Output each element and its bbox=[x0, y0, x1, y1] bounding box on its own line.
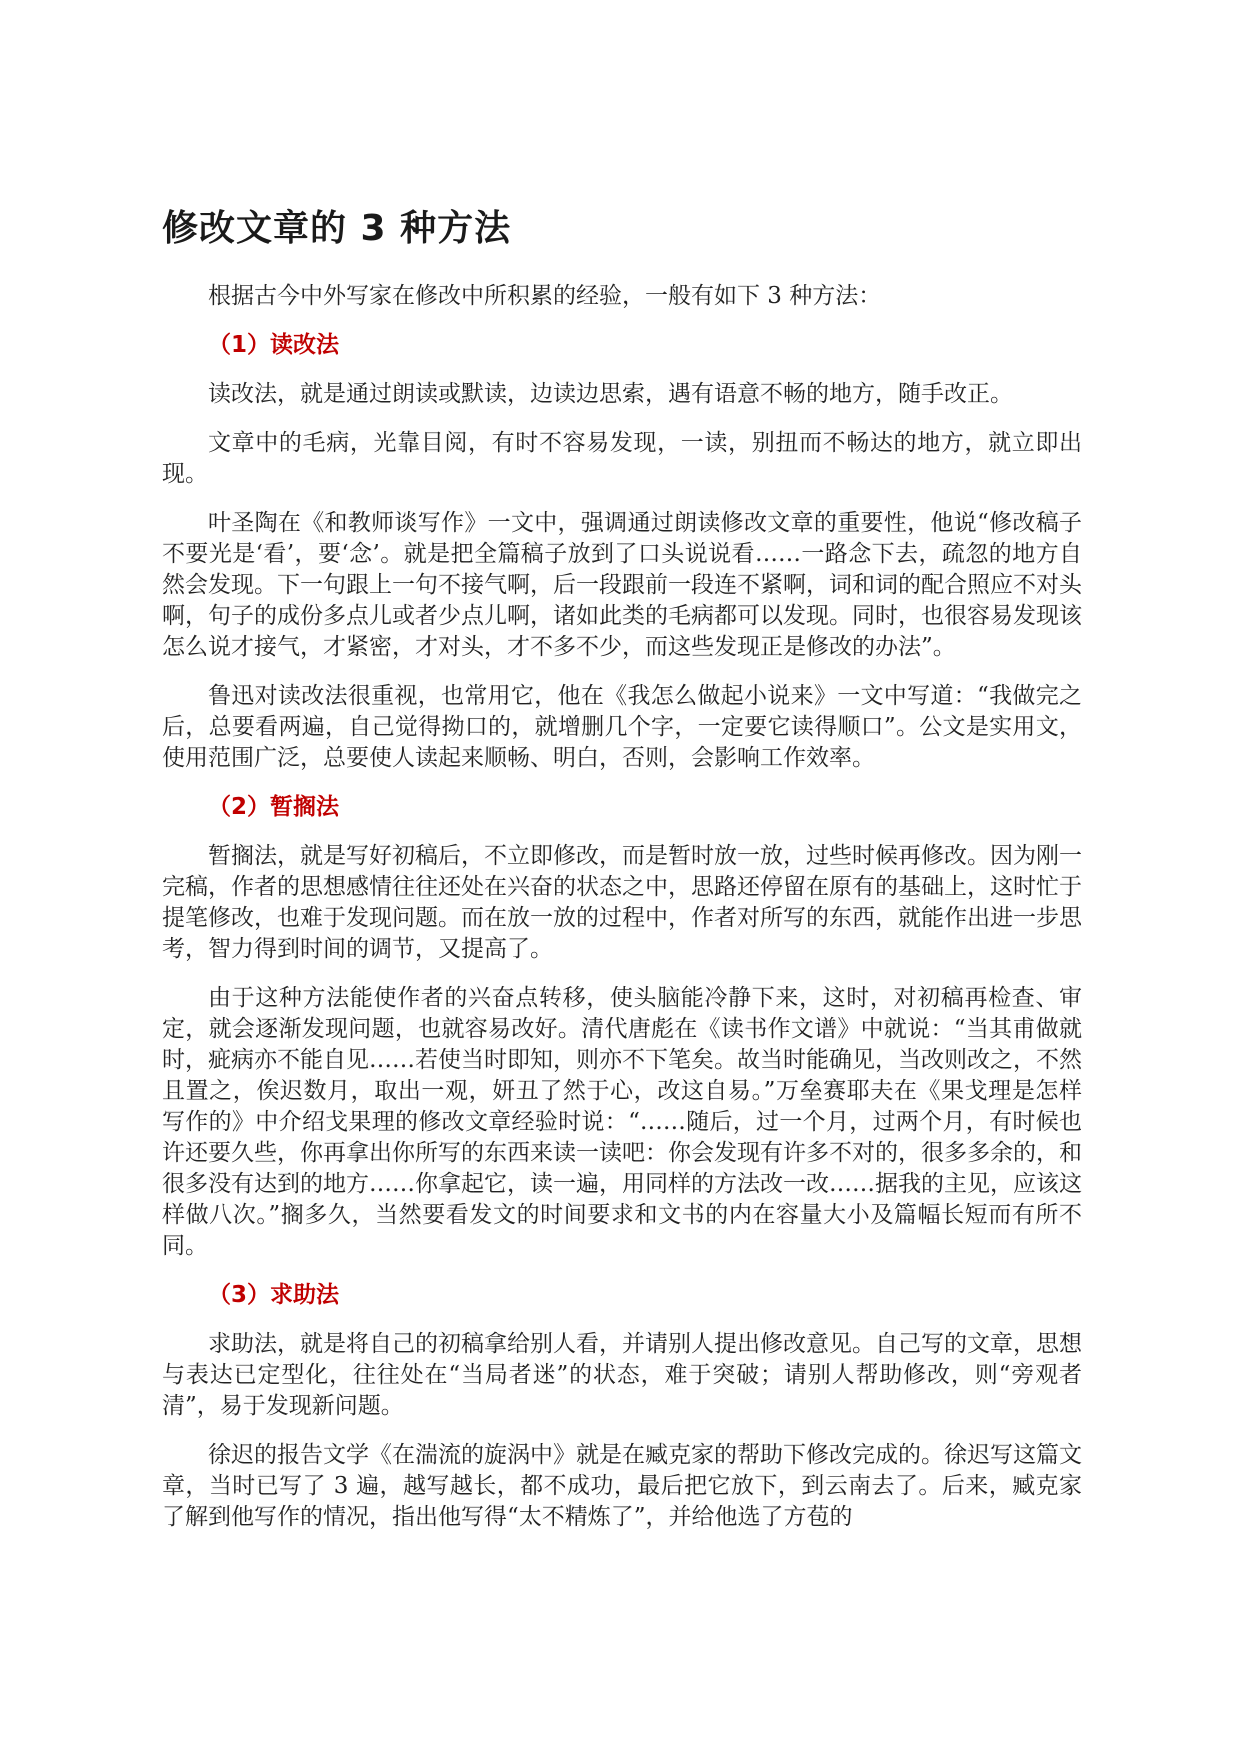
section-heading-read-revise: （1）读改法 bbox=[208, 332, 340, 358]
section-heading-seek-help: （3）求助法 bbox=[208, 1282, 340, 1308]
paragraph: 由于这种方法能使作者的兴奋点转移，使头脑能冷静下来，这时，对初稿再检查、审定，就会逐渐发现问题，也就容易改好。清代唐彪在《读书作文谱》中就说：“当其甫做就时，疵病亦不能自见……若使当时即知，则亦不下笔矣。故当时能确见，当改则改之，不然且置之，俟迟数月，取出一观，妍丑了然于心，改这自易。”万垒赛耶夫在《果戈理是怎样写作的》中介绍戈果理的修改文章经验时说：“……随后，过一个月，过两个月，有时候也许还要久些，你再拿出你所写的东西来读一读吧：你会发现有许多不对的，很多多余的，和很多没有达到的地方……你拿起它，读一遍，用同样的方法改一改……据我的主见，应该这样做八次。”搁多久，当然要看发文的时间要求和文书的内在容量大小及篇幅长短而有所不同。 bbox=[162, 985, 1082, 1259]
paragraph: 求助法，就是将自己的初稿拿给别人看，并请别人提出修改意见。自己写的文章，思想与表达已定型化，往往处在“当局者迷”的状态，难于突破；请别人帮助修改，则“旁观者清”，易于发现新问题。 bbox=[162, 1331, 1082, 1419]
paragraph: 叶圣陶在《和教师谈写作》一文中，强调通过朗读修改文章的重要性，他说“修改稿子不要光是‘看’，要‘念’。就是把全篇稿子放到了口头说说看……一路念下去，疏忽的地方自然会发现。下一句跟上一句不接气啊，后一段跟前一段连不紧啊，词和词的配合照应不对头啊，句子的成份多点儿或者少点儿啊，诸如此类的毛病都可以发现。同时，也很容易发现该怎么说才接气，才紧密，才对头，才不多不少，而这些发现正是修改的办法”。 bbox=[162, 510, 1082, 660]
paragraph: 鲁迅对读改法很重视，也常用它，他在《我怎么做起小说来》一文中写道：“我做完之后，总要看两遍，自己觉得拗口的，就增删几个字，一定要它读得顺口”。公文是实用文，使用范围广泛，总要使人读起来顺畅、明白，否则，会影响工作效率。 bbox=[162, 683, 1082, 771]
paragraph: 暂搁法，就是写好初稿后，不立即修改，而是暂时放一放，过些时候再修改。因为刚一完稿，作者的思想感情往往还处在兴奋的状态之中，思路还停留在原有的基础上，这时忙于提笔修改，也难于发现问题。而在放一放的过程中，作者对所写的东西，就能作出进一步思考，智力得到时间的调节，又提高了。 bbox=[162, 843, 1082, 962]
paragraph: 文章中的毛病，光靠目阅，有时不容易发现，一读，别扭而不畅达的地方，就立即出现。 bbox=[162, 430, 1082, 487]
paragraph: 徐迟的报告文学《在湍流的旋涡中》就是在臧克家的帮助下修改完成的。徐迟写这篇文章，当时已写了 3 遍，越写越长，都不成功，最后把它放下，到云南去了。后来，臧克家了解到他写作的情况，指出他写得“太不精炼了”，并给他选了方苞的 bbox=[162, 1442, 1082, 1530]
section-heading-set-aside: （2）暂搁法 bbox=[208, 794, 340, 820]
intro-paragraph: 根据古今中外写家在修改中所积累的经验，一般有如下 3 种方法： bbox=[208, 283, 882, 309]
document-title: 修改文章的 3 种方法 bbox=[162, 208, 512, 249]
paragraph: 读改法，就是通过朗读或默读，边读边思索，遇有语意不畅的地方，随手改正。 bbox=[208, 381, 1013, 407]
document-page bbox=[162, 205, 1082, 1551]
